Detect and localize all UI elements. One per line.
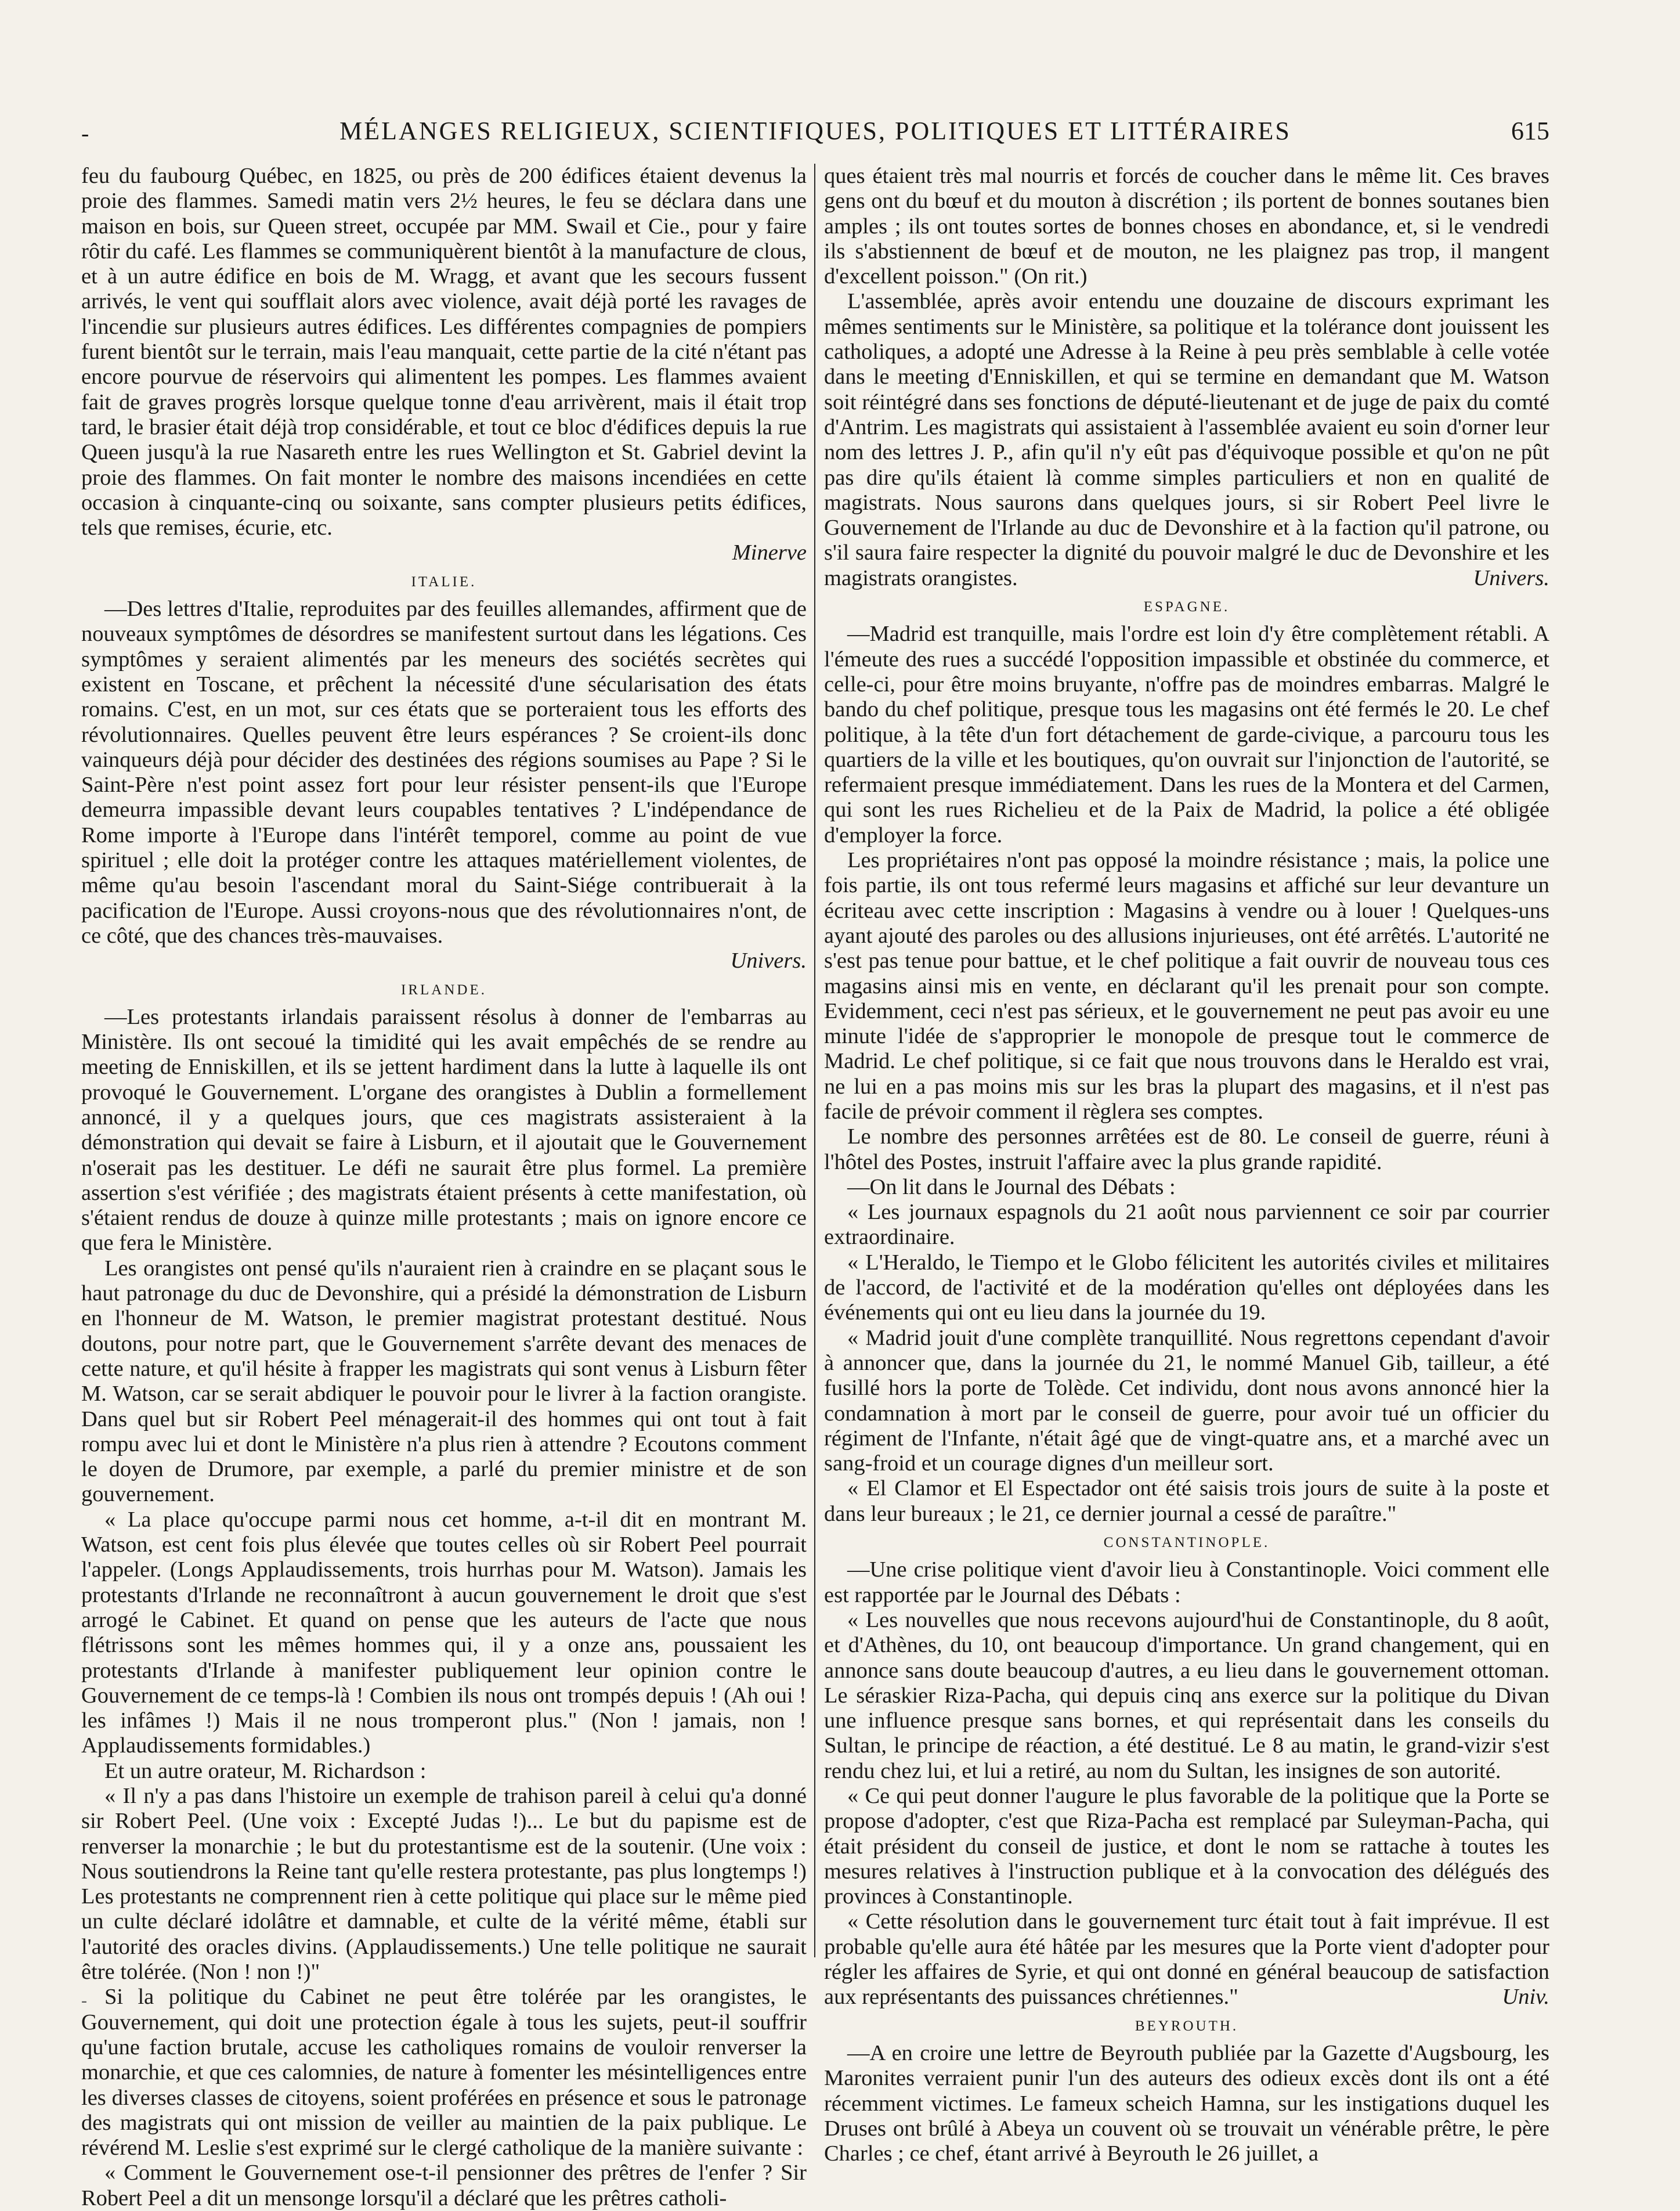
section-heading-beyrouth: BEYROUTH. <box>1135 2018 1239 2034</box>
article-constantinople-quote: « Cette résolution dans le gouvernement turc était tout à fait imprévue. Il est probable qu'elle aura été hâtée par les mesures que la Porte vient d'adopter pour régler les affaires de Syrie, et qui ont donné en général beaucoup de satisfaction aux représentants des puissances chrétiennes." <box>824 1909 1549 2010</box>
source-univers-italie: Univers. <box>730 948 807 973</box>
left-column <box>81 164 807 2210</box>
article-irlande-paragraph: —Les protestants irlandais paraissent résolus à donner de l'embarras au Ministère. Ils ont secoué la timidité qui les avait empêchés de se rendre au meeting de Enniskillen, et ils se jettent hardiment dans la lutte à laquelle ils ont provoqué le Gouvernement. L'organe des orangistes à Dublin a formellement annoncé, il y a quelques jours, que ces magistrats assisteraient à la démonstration qui devait se faire à Lisburn, et il ajoutait que le Gouvernement n'oserait pas les destituer. Le défi ne saurait être plus formel. La première assertion s'est vérifiée ; des magistrats étaient présents à cette manifestation, où s'étaient rendus de douze à quinze mille protestants ; mais on ignore encore ce que fera le Ministère. <box>81 1004 807 1256</box>
page-header <box>81 116 1549 151</box>
footer-mark: - <box>81 1991 87 2010</box>
article-irlande-continued: ques étaient très mal nourris et forcés de coucher dans le même lit. Ces braves gens ont du bœuf et du mouton à discrétion ; ils portent de bonnes soutanes bien amples ; ils ont toutes sortes de bonnes choses en abondance, et, si le vendredi ils s'abstiennent de bœuf et de mouton, ne les plaignez pas trop, il mangent d'excellent poisson." (On rit.) <box>824 164 1549 289</box>
section-heading-constantinople: CONSTANTINOPLE. <box>1103 1535 1270 1551</box>
article-espagne-quote: « L'Heraldo, le Tiempo et le Globo félicitent les autorités civiles et militaires de l'accord, de l'activité et de la modération qu'elles ont déployées dans les événements qui ont eu lieu dans la journée du 19. <box>824 1250 1549 1325</box>
article-irlande-paragraph: Et un autre orateur, M. Richardson : <box>104 1758 427 1783</box>
article-constantinople-quote: « Ce qui peut donner l'augure le plus favorable de la politique que la Porte se propose d'adopter, c'est que Riza-Pacha est remplacé par Suleyman-Pacha, qui était président du conseil de justice, et dont le nom se rattache à toutes les mesures relatives à l'instruction publique et à la convocation des délégués des provinces à Constantinople. <box>824 1784 1549 1909</box>
article-irlande-paragraph: Les orangistes ont pensé qu'ils n'auraient rien à craindre en se plaçant sous le haut patronage du duc de Devonshire, qui a présidé la démonstration de Lisburn en l'honneur de M. Watson, le premier magistrat protestant destitué. Nous doutons, pour notre part, que le Gouvernement s'arrête devant des menaces de cette nature, et qu'il hésite à frapper les magistrats qui sont venus à Lisburn fêter M. Watson, car se serait abdiquer le pouvoir pour le livrer à la faction orangiste. Dans quel but sir Robert Peel ménagerait-il des hommes qui ont tout à fait rompu avec lui et dont le Ministère n'a plus rien à attendre ? Ecoutons comment le doyen de Drumore, par exemple, a parlé du premier ministre et de son gouvernement. <box>81 1256 807 1507</box>
article-fire-text: feu du faubourg Québec, en 1825, ou près de 200 édifices étaient devenus la proie des flammes. Samedi matin vers 2½ heures, le feu se déclara dans une maison en bois, sur Queen street, occupée par MM. Swail et Cie., pour y faire rôtir du café. Les flammes se communiquèrent bientôt à la manufacture de clous, et à un autre édifice en bois de M. Wragg, et avant que les secours fussent arrivés, le vent qui soufflait alors avec violence, avait déjà porté les ravages de l'incendie sur plusieurs autres édifices. Les différentes compagnies de pompiers furent bientôt sur le terrain, mais l'eau manquait, cette partie de la cité n'étant pas encore pourvue de réservoirs qui alimentent les pompes. Les flammes avaient fait de graves progrès lorsque quelque tonne d'eau arrivèrent, mais il était trop tard, le brasier était déjà trop considérable, et tout ce bloc d'édifices depuis la rue Queen jusqu'à la rue Nasareth entre les rues Wellington et St. Gabriel devint la proie des flammes. On fait monter le nombre des maisons incendiées en cette occasion à cinquante-cinq ou soixante, sans compter plusieurs petits édifices, tels que remises, écurie, etc. <box>81 164 807 540</box>
article-irlande-paragraph: Si la politique du Cabinet ne peut être tolérée par les orangistes, le Gouvernement, qui doit une protection égale à tous les sujets, peut-il souffrir qu'une faction brutale, accuse les catholiques romains de vouloir renverser la monarchie, et que ces calomnies, de nature à fomenter les mésintelligences entre les diverses classes de citoyens, soient proférées en présence et sous le patronage des magistrats qui ont mission de veiller au maintien de la paix publique. Le révérend M. Leslie s'est exprimé sur le clergé catholique de la manière suivante : <box>81 1985 807 2160</box>
section-heading-irlande: IRLANDE. <box>401 982 487 998</box>
article-constantinople-quote: « Les nouvelles que nous recevons aujourd'hui de Constantinople, du 8 août, et d'Athènes, du 10, ont beaucoup d'importance. Un grand changement, qui en annonce sans doute beaucoup d'autres, a eu lieu dans le gouvernement ottoman. Le séraskier Riza-Pacha, qui depuis cinq ans exerce sur la politique du Divan une influence presque sans bornes, et qui représentait dans les conseils du Sultan, le principe de réaction, a été destitué. Le 8 au matin, le grand-vizir s'est rendu chez lui, et lui a retiré, au nom du Sultan, les insignes de son autorité. <box>824 1607 1549 1783</box>
article-irlande-quote: « Il n'y a pas dans l'histoire un exemple de trahison pareil à celui qu'a donné sir Robert Peel. (Une voix : Excepté Judas !)... Le but du papisme est de renverser la monarchie ; le but du protestantisme est de la soutenir. (Une voix : Nous soutiendrons la Reine tant qu'elle restera protestante, pas plus longtemps !) Les protestants ne comprennent rien à cette politique qui place sur le même pied un culte déclaré idolâtre et damnable, et culte de la vérité même, établi sur l'autorité des oracles divins. (Applaudissements.) Une telle politique ne saurait être tolérée. (Non ! non !)" <box>81 1784 807 1985</box>
article-espagne-paragraph: —On lit dans le Journal des Débats : <box>847 1174 1176 1199</box>
article-irlande-paragraph <box>824 289 1549 591</box>
article-beyrouth-text: —A en croire une lettre de Beyrouth publiée par la Gazette d'Augsbourg, les Maronites verraient punir l'un des auteurs des odieux excès dont ils ont a été récemment victimes. Le fameux scheich Hamna, sur les instigations duquel les Druses ont brûlé à Abeya un couvent où se trouvait un vénérable prêtre, le père Charles ; ce chef, étant arrivé à Beyrouth le 26 juillet, a <box>824 2040 1549 2166</box>
article-espagne-quote: « Madrid jouit d'une complète tranquillité. Nous regrettons cependant d'avoir à annoncer que, dans la journée du 21, le nommé Manuel Gib, tailleur, a été fusillé hors la porte de Tolède. Cet individu, dont nous avons annoncé hier la condamnation à mort par le conseil de guerre, pour avoir tué un officier du régiment de l'Infante, n'était âgé que de vingt-quatre ans, et a marché avec un sang-froid et un courage dignes d'un meilleur sort. <box>824 1325 1549 1476</box>
section-heading-espagne: ESPAGNE. <box>1143 599 1230 615</box>
article-constantinople-paragraph <box>824 1909 1549 2010</box>
article-irlande-assembly: L'assemblée, après avoir entendu une douzaine de discours exprimant les mêmes sentiments sur le Ministère, sa politique et la tolérance dont jouissent les catholiques, a adopté une Adresse à la Reine à peu près semblable à celle votée dans le meeting d'Enniskillen, et qui se termine en demandant que M. Watson soit réintégré dans ses fonctions de député-lieutenant et de juge de paix du comté d'Antrim. Les magistrats qui assistaient à l'assemblée avaient eu soin d'orner leur nom des lettres J. P., afin qu'il n'y eût pas d'équivoque possible et qu'on ne pût pas dire qu'ils étaient là comme simples particuliers et non en qualité de magistrats. Nous saurons dans quelques jours, si sir Robert Peel livre le Gouvernement de l'Irlande au duc de Devonshire et à la faction qu'il patrone, ou s'il saura faire respecter la dignité du pouvoir malgré le duc de Devonshire et les magistrats orangistes. <box>824 289 1549 590</box>
article-irlande-quote: « Comment le Gouvernement ose-t-il pensionner des prêtres de l'enfer ? Sir Robert Peel a dit un mensonge lorsqu'il a déclaré que les prêtres catholi- <box>81 2160 807 2210</box>
text-columns <box>81 164 1549 2210</box>
section-heading-italie: ITALIE. <box>411 574 477 590</box>
article-espagne-paragraph: Le nombre des personnes arrêtées est de 80. Le conseil de guerre, réuni à l'hôtel des Postes, instruit l'affaire avec la plus grande rapidité. <box>824 1124 1549 1174</box>
page-number: 615 <box>1511 117 1549 145</box>
article-irlande-quote: « La place qu'occupe parmi nous cet homme, a-t-il dit en montrant M. Watson, est cent fois plus élevée que toutes celles où sir Robert Peel pourrait l'appeler. (Longs Applaudissements, trois hurrhas pour M. Watson). Jamais les protestants d'Irlande ne reconnaîtront à aucun gouvernement le droit que s'est arrogé le Cabinet. Et quand on pense que les auteurs de l'acte que nous flétrissons sont les mêmes hommes qui, il y a onze ans, poussaient les protestants d'Irlande à manifester publiquement leur opinion contre le Gouvernement de ce temps-là ! Combien ils nous ont trompés depuis ! (Ah oui ! les infâmes !) Mais il ne nous tromperont plus." (Non ! jamais, non ! Applaudissements formidables.) <box>81 1507 807 1758</box>
source-univ: Univ. <box>1502 1985 1549 2010</box>
article-espagne-paragraph: Les propriétaires n'ont pas opposé la moindre résistance ; mais, la police une fois partie, ils ont tous refermé leurs magasins et affiché sur leur devanture un écriteau avec cette inscription : Magasins à vendre ou à louer ! Quelques-uns ayant ajouté des paroles ou des allusions injurieuses, ont été arrêtés. L'autorité ne s'est pas tenue pour battue, et le chef politique a fait ouvrir de nouveau tous ces magasins ainsi mis en vente, en déclarant qu'il les prenait pour son compte. Evidemment, ceci n'est pas sérieux, et le gouvernement ne peut pas avoir eu une minute l'idée de s'approprier le monopole de presque tout le commerce de Madrid. Le chef politique, si ce fait que nous trouvons dans le Heraldo est vrai, ne lui en a pas moins mis sur les bras la plupart des magasins, et il n'est pas facile de prévoir comment il règlera ses comptes. <box>824 848 1549 1124</box>
article-constantinople-paragraph: —Une crise politique vient d'avoir lieu à Constantinople. Voici comment elle est rapportée par le Journal des Débats : <box>824 1557 1549 1607</box>
right-column <box>824 164 1549 2166</box>
running-title: MÉLANGES RELIGIEUX, SCIENTIFIQUES, POLITIQUES ET LITTÉRAIRES <box>339 117 1291 145</box>
article-italie-text: —Des lettres d'Italie, reproduites par des feuilles allemandes, affirment que de nouveaux symptômes de désordres se manifestent surtout dans les légations. Ces symptômes y seraient alimentés par les meneurs des sociétés secrètes qui existent en Toscane, et prêchent la nécessité d'une sécularisation des états romains. C'est, en un mot, sur ces états que se porteraient tous les efforts des révolutionnaires. Quelles peuvent être leurs espérances ? Se croient-ils donc vainqueurs déjà pour décider des destinées des régions soumises au Pape ? Si le Saint-Père n'est point assez fort pour leur résister pensent-ils que l'Europe demeurra impassible devant leurs coupables tentatives ? L'indépendance de Rome importe à l'Europe dans l'intérêt temporel, comme au point de vue spirituel ; elle doit la protéger contre les attaques matériellement violentes, de même qu'au besoin l'ascendant moral du Saint-Siége contribuerait à la pacification de l'Europe. Aussi croyons-nous que des révolutionnaires n'ont, de ce côté, que des chances très-mauvaises. <box>81 597 807 948</box>
column-divider <box>814 164 815 1957</box>
article-espagne-quote: « Les journaux espagnols du 21 août nous parviennent ce soir par courrier extraordinaire. <box>824 1200 1549 1250</box>
source-univers-irlande: Univers. <box>1473 565 1549 590</box>
header-mark: - <box>81 120 89 146</box>
article-espagne-quote: « El Clamor et El Espectador ont été saisis trois jours de suite à la poste et dans leur bureaux ; le 21, ce dernier journal a cessé de paraître." <box>824 1476 1549 1526</box>
article-espagne-paragraph: —Madrid est tranquille, mais l'ordre est loin d'y être complètement rétabli. A l'émeute des rues a succédé l'opposition impassible et obstinée du commerce, et celle-ci, pour être moins bruyante, n'offre pas de moindres embarras. Malgré le bando du chef politique, presque tous les magasins ont été fermés le 20. Le chef politique, à la tête d'un fort détachement de garde-civique, a parcouru tous les quartiers de la ville et les boutiques, qu'on ouvrait sur l'injonction de l'autorité, se refermaient presque immédiatement. Dans les rues de la Montera et del Carmen, qui sont les rues Richelieu et de la Paix de Madrid, la police a été obligée d'employer la force. <box>824 622 1549 847</box>
source-minerve: Minerve <box>732 540 807 565</box>
